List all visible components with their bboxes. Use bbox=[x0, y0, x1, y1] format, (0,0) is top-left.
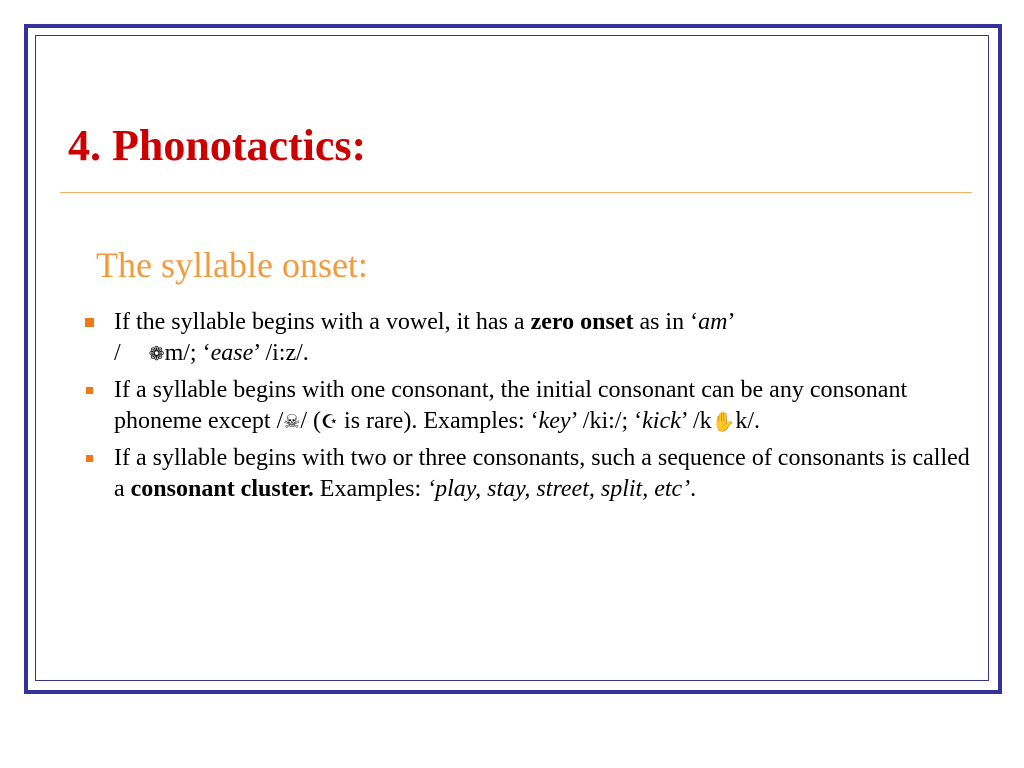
bullet-text: ’ /i:z/. bbox=[253, 340, 309, 366]
slide-title: 4. Phonotactics: bbox=[68, 121, 367, 170]
bullet-item-single-consonant bbox=[82, 375, 982, 438]
bullet-text: If a syllable begins with two or three consonants, such a sequence of consonants is called a bbox=[114, 445, 970, 502]
bullet-text: is rare). Examples: ‘ bbox=[338, 408, 539, 434]
example-word-kick: kick bbox=[642, 408, 681, 434]
bullet-text: ’ /k bbox=[680, 408, 712, 434]
example-word-ease: ease bbox=[210, 340, 254, 366]
slide-subtitle: The syllable onset: bbox=[96, 245, 368, 285]
bullet-text: m/; ‘ bbox=[164, 340, 211, 366]
bullet-text: If the syllable begins with a vowel, it has a bbox=[114, 309, 531, 335]
bullet-text: k/. bbox=[735, 408, 760, 434]
ipa-symbol-glyph: ❁ bbox=[148, 343, 165, 365]
bullet-text: Examples: bbox=[313, 476, 428, 502]
bold-term-consonant-cluster: consonant cluster. bbox=[130, 476, 314, 502]
bullet-item-zero-onset bbox=[82, 307, 982, 370]
bullet-text: If a syllable begins with one consonant, the initial consonant can be any consonant phoneme except / bbox=[114, 377, 908, 434]
bullet-text: / ( bbox=[300, 408, 321, 434]
bullet-text: ’ bbox=[727, 309, 736, 335]
bullet-list bbox=[82, 307, 982, 510]
bullet-text: / bbox=[114, 340, 121, 366]
bullet-square-icon bbox=[86, 455, 93, 462]
ipa-symbol-glyph: ☪ bbox=[320, 411, 339, 433]
example-words: ‘play, stay, street, split, etc’ bbox=[427, 476, 691, 502]
example-word-key: key bbox=[538, 408, 571, 434]
ipa-symbol-glyph: ✋ bbox=[711, 411, 736, 433]
bullet-text: ’ /ki:/; ‘ bbox=[570, 408, 643, 434]
bullet-square-icon bbox=[86, 387, 93, 394]
bullet-item-consonant-cluster bbox=[82, 443, 982, 505]
bullet-text: as in ‘ bbox=[633, 309, 699, 335]
title-divider bbox=[60, 192, 972, 193]
example-word-am: am bbox=[698, 309, 728, 335]
bullet-square-icon bbox=[85, 318, 94, 327]
bold-term-zero-onset: zero onset bbox=[530, 309, 634, 335]
ipa-symbol-glyph: ☠ bbox=[283, 411, 301, 433]
bullet-text: . bbox=[690, 476, 697, 502]
